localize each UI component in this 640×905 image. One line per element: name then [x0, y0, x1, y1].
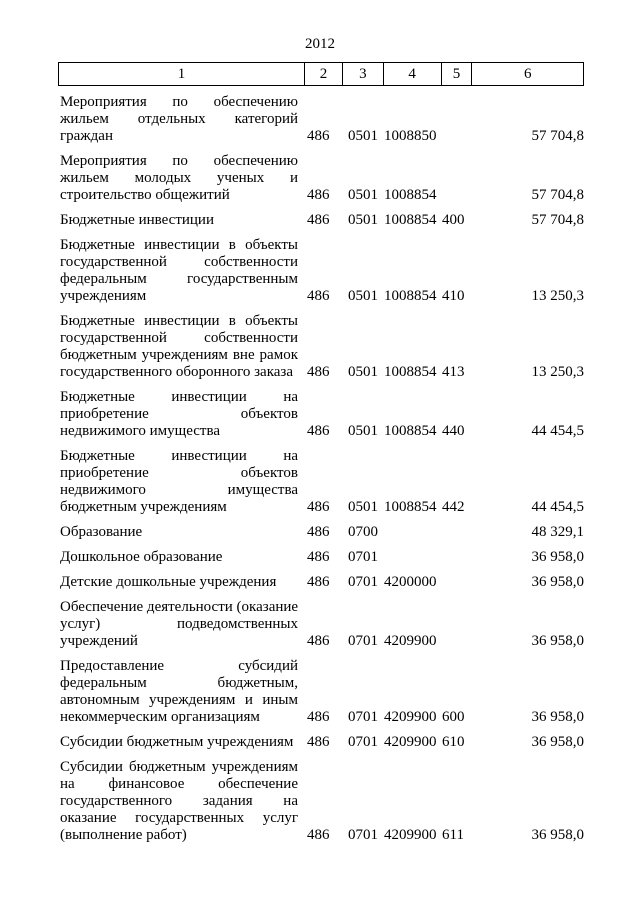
row-name-line: федеральным государственным [60, 271, 298, 287]
table-row [60, 574, 584, 591]
row-name-line: Субсидии бюджетным учреждениям [60, 759, 298, 775]
table-row [60, 599, 584, 650]
row-sum: 36 958,0 [531, 574, 584, 590]
row-vr: 400 [442, 212, 465, 228]
row-name-line: Бюджетные инвестиции на [60, 448, 298, 464]
row-name-line: Мероприятия по обеспечению [60, 94, 298, 110]
row-name-line: Бюджетные инвестиции в объекты [60, 313, 298, 329]
row-sum: 36 958,0 [531, 734, 584, 750]
row-vr: 413 [442, 364, 465, 380]
row-name-line: государственной собственности [60, 254, 298, 270]
row-name-line: недвижимого имущества [60, 423, 220, 439]
row-name-line: государственной собственности [60, 330, 298, 346]
row-name-line: федеральным бюджетным, [60, 675, 298, 691]
row-name [60, 599, 298, 650]
row-cs: 1008854 [384, 364, 437, 380]
row-name-line: жильем отдельных категорий [60, 111, 298, 127]
row-sum: 36 958,0 [531, 633, 584, 649]
row-name-line: приобретение объектов [60, 465, 298, 481]
row-name [60, 237, 298, 305]
row-rz: 0700 [348, 524, 378, 540]
row-rz: 0701 [348, 709, 378, 725]
row-gr: 486 [307, 364, 330, 380]
row-gr: 486 [307, 212, 330, 228]
row-name-line: на финансовое обеспечение [60, 776, 298, 792]
row-cs: 1008854 [384, 499, 437, 515]
row-gr: 486 [307, 128, 330, 144]
row-name-line: государственного задания на [60, 793, 298, 809]
header-col-2: 2 [305, 63, 343, 85]
row-gr: 486 [307, 499, 330, 515]
table-body [60, 94, 584, 852]
row-gr: 486 [307, 734, 330, 750]
page-number: 2012 [305, 36, 335, 52]
row-name-line: Субсидии бюджетным учреждениям [60, 734, 294, 750]
row-cs: 4209900 [384, 827, 437, 843]
row-name-line: государственного оборонного заказа [60, 364, 294, 380]
row-rz: 0501 [348, 423, 378, 439]
row-vr: 410 [442, 288, 465, 304]
row-cs: 4209900 [384, 734, 437, 750]
row-name-line: учреждений [60, 633, 138, 649]
row-sum: 36 958,0 [531, 827, 584, 843]
row-gr: 486 [307, 288, 330, 304]
table-row [60, 734, 584, 751]
row-name-line: недвижимого имущества [60, 482, 298, 498]
table-row [60, 524, 584, 541]
row-name [60, 94, 298, 145]
row-vr: 610 [442, 734, 465, 750]
row-rz: 0701 [348, 574, 378, 590]
row-sum: 57 704,8 [531, 187, 584, 203]
row-name [60, 734, 298, 751]
table-row [60, 153, 584, 204]
table-row [60, 759, 584, 844]
row-cs: 1008854 [384, 187, 437, 203]
row-vr: 600 [442, 709, 465, 725]
row-name-line: жильем молодых ученых и [60, 170, 298, 186]
row-name [60, 524, 298, 541]
row-sum: 36 958,0 [531, 709, 584, 725]
row-name [60, 212, 298, 229]
row-cs: 4209900 [384, 633, 437, 649]
row-name-line: приобретение объектов [60, 406, 298, 422]
row-name [60, 759, 298, 844]
row-rz: 0701 [348, 549, 378, 565]
row-gr: 486 [307, 549, 330, 565]
row-name [60, 658, 298, 726]
row-name-line: граждан [60, 128, 113, 144]
row-gr: 486 [307, 423, 330, 439]
row-cs: 4209900 [384, 709, 437, 725]
row-vr: 611 [442, 827, 464, 843]
header-col-3: 3 [343, 63, 384, 85]
row-name [60, 448, 298, 516]
header-col-1: 1 [59, 63, 305, 85]
row-name-line: бюджетным учреждениям вне рамок [60, 347, 298, 363]
row-rz: 0501 [348, 499, 378, 515]
header-col-6: 6 [523, 66, 532, 82]
row-sum: 36 958,0 [531, 549, 584, 565]
row-name-line: Бюджетные инвестиции в объекты [60, 237, 298, 253]
row-vr: 442 [442, 499, 465, 515]
row-cs: 4200000 [384, 574, 437, 590]
row-name [60, 153, 298, 204]
row-gr: 486 [307, 187, 330, 203]
row-rz: 0701 [348, 827, 378, 843]
row-name-line: Мероприятия по обеспечению [60, 153, 298, 169]
row-sum: 48 329,1 [531, 524, 584, 540]
row-name-line: строительство общежитий [60, 187, 230, 203]
row-rz: 0501 [348, 364, 378, 380]
row-name-line: учреждениям [60, 288, 147, 304]
row-gr: 486 [307, 827, 330, 843]
row-name-line: Обеспечение деятельности (оказание [60, 599, 299, 615]
row-name [60, 389, 298, 440]
table-row [60, 658, 584, 726]
row-gr: 486 [307, 524, 330, 540]
row-sum: 13 250,3 [531, 288, 584, 304]
row-name-line: автономным учреждениям и иным [60, 692, 298, 708]
row-name-line: Бюджетные инвестиции [60, 212, 214, 228]
table-row [60, 237, 584, 305]
table-row [60, 448, 584, 516]
table-row [60, 212, 584, 229]
row-rz: 0701 [348, 734, 378, 750]
row-sum: 57 704,8 [531, 212, 584, 228]
row-name-line: оказание государственных услуг [60, 810, 298, 826]
table-row [60, 549, 584, 566]
header-col-4: 4 [384, 63, 442, 85]
row-name [60, 574, 298, 591]
row-name-line: Бюджетные инвестиции на [60, 389, 298, 405]
row-rz: 0501 [348, 128, 378, 144]
row-vr: 440 [442, 423, 465, 439]
row-name-line: некоммерческим организациям [60, 709, 260, 725]
row-cs: 1008854 [384, 288, 437, 304]
table-row [60, 94, 584, 145]
row-rz: 0701 [348, 633, 378, 649]
table-row [60, 313, 584, 381]
row-name-line: Детские дошкольные учреждения [60, 574, 277, 590]
row-sum: 44 454,5 [531, 423, 584, 439]
row-name-line: услуг) подведомственных [60, 616, 298, 632]
row-cs: 1008850 [384, 128, 437, 144]
row-name-line: (выполнение работ) [60, 827, 187, 843]
row-sum: 57 704,8 [531, 128, 584, 144]
table-row [60, 389, 584, 440]
row-gr: 486 [307, 574, 330, 590]
table-header [58, 62, 584, 86]
row-name-line: Предоставление субсидий [60, 658, 298, 674]
row-name-line: Образование [60, 524, 143, 540]
row-name-line: Дошкольное образование [60, 549, 223, 565]
row-name-line: бюджетным учреждениям [60, 499, 227, 515]
row-rz: 0501 [348, 288, 378, 304]
row-sum: 13 250,3 [531, 364, 584, 380]
row-sum: 44 454,5 [531, 499, 584, 515]
row-gr: 486 [307, 709, 330, 725]
header-col-5: 5 [442, 63, 473, 85]
row-name [60, 313, 298, 381]
row-rz: 0501 [348, 187, 378, 203]
row-name [60, 549, 298, 566]
row-rz: 0501 [348, 212, 378, 228]
row-cs: 1008854 [384, 423, 437, 439]
row-gr: 486 [307, 633, 330, 649]
row-cs: 1008854 [384, 212, 437, 228]
